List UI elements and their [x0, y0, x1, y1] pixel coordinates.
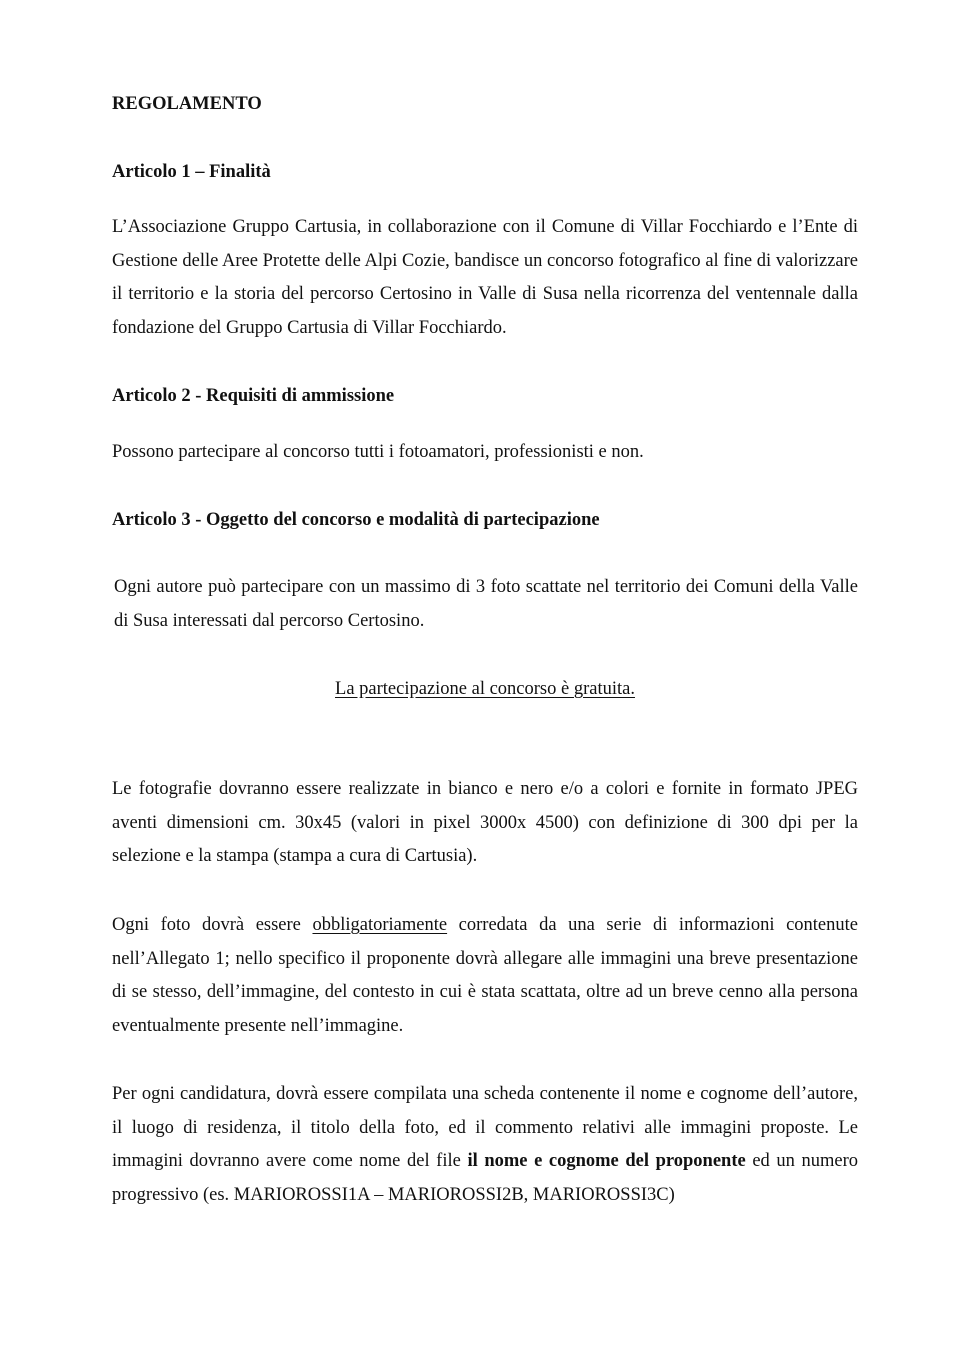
- info-text-emphasis: obbligatoriamente: [312, 915, 448, 935]
- filenames-text-emphasis: il nome e cognome del proponente: [467, 1151, 746, 1171]
- article-3-paragraph-info: [112, 909, 858, 1043]
- info-text-after: corredata da una serie di informazioni contenute nell’Allegato 1; nello specifico il proponente dovrà allegare alle immagini una breve presentazione di se stesso, dell’immagine, del contesto in cui è stata scattata, oltre ad un breve cenno alla persona eventualmente presente nell’immagine.: [112, 915, 858, 1036]
- article-2-heading: Articolo 2 - Requisiti di ammissione: [112, 386, 395, 406]
- article-3-paragraph-filenames: [112, 1078, 858, 1212]
- article-3-heading: Articolo 3 - Oggetto del concorso e modalità di partecipazione: [112, 510, 600, 530]
- article-3-paragraph-photos-limit: Ogni autore può partecipare con un massimo di 3 foto scattate nel territorio dei Comuni della Valle di Susa interessati dal percorso Certosino.: [114, 577, 858, 631]
- article-1-paragraph: L’Associazione Gruppo Cartusia, in collaborazione con il Comune di Villar Focchiardo e l’Ente di Gestione delle Aree Protette delle Alpi Cozie, bandisce un concorso fotografico al fine di valorizzare il territorio e la storia del percorso Certosino in Valle di Susa nella ricorrenza del ventennale dalla fondazione del Gruppo Cartusia di Villar Focchiardo.: [112, 217, 858, 338]
- free-participation-text: La partecipazione al concorso è gratuita.: [335, 679, 635, 699]
- free-participation-notice: [112, 673, 858, 707]
- filenames-text-before: Per ogni candidatura, dovrà essere compilata una scheda contenente il nome e cognome dell’autore, il luogo di residenza, il titolo della foto, ed il commento relativi alle immagini proposte. Le immagini dovranno avere come nome del file: [112, 1084, 858, 1171]
- info-text-before: Ogni foto dovrà essere: [112, 915, 313, 935]
- article-1-heading: Articolo 1 – Finalità: [112, 162, 271, 182]
- document-title: REGOLAMENTO: [112, 94, 262, 114]
- article-2-paragraph: Possono partecipare al concorso tutti i fotoamatori, professionisti e non.: [112, 442, 644, 462]
- filenames-text-after: ed un numero progressivo (es. MARIOROSSI1A – MARIOROSSI2B, MARIOROSSI3C): [112, 1151, 858, 1205]
- article-3-paragraph-format: Le fotografie dovranno essere realizzate in bianco e nero e/o a colori e fornite in formato JPEG aventi dimensioni cm. 30x45 (valori in pixel 3000x 4500) con definizione di 300 dpi per la selezione e la stampa (stampa a cura di Cartusia).: [112, 779, 858, 866]
